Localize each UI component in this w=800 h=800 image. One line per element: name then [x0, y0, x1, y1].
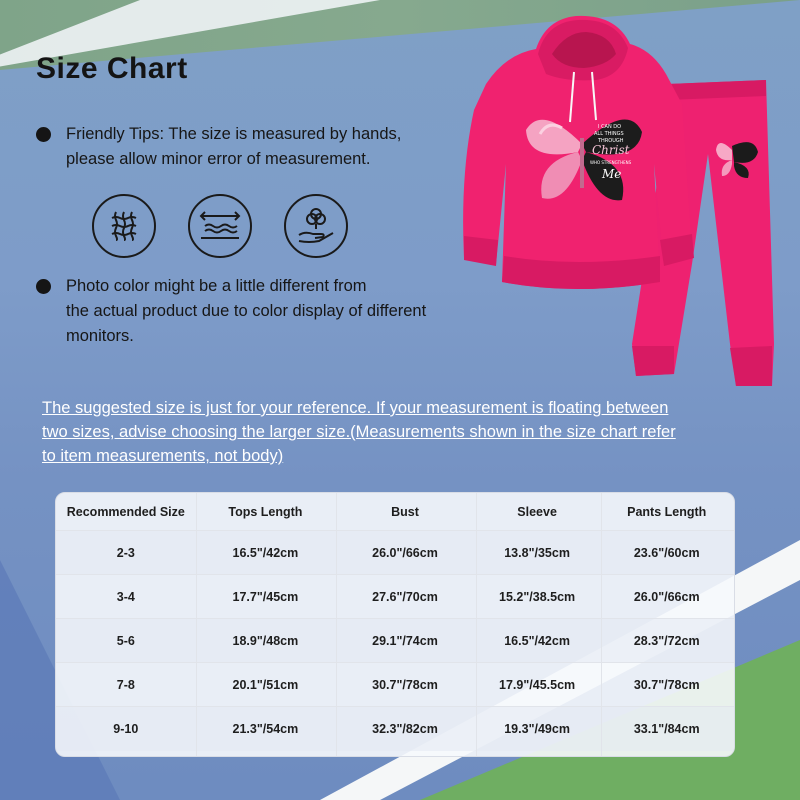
tops-length-cell: 20.1"/51cm: [232, 677, 299, 692]
header-sleeve: Sleeve: [517, 504, 557, 519]
tops-length-cell: 21.3"/54cm: [232, 722, 299, 736]
color-disclaimer-tip: [36, 274, 476, 349]
note-line: two sizes, advise choosing the larger size.(Measurements shown in the size chart refer: [42, 423, 676, 441]
sleeve-cell: 17.9"/45.5cm: [499, 677, 576, 692]
bust-cell: 26.0"/66cm: [372, 545, 438, 560]
size-chart-table: [55, 492, 735, 757]
care-icons: [92, 194, 352, 264]
column-divider: [476, 493, 477, 756]
tops-length-cell: 18.9"/48cm: [232, 633, 299, 648]
tip-line: please allow minor error of measurement.: [66, 150, 371, 168]
tip-line: Photo color might be a little different from: [66, 277, 367, 295]
table-row: [56, 575, 734, 619]
friendly-tip: [36, 122, 476, 172]
product-image: [446, 14, 796, 394]
bust-cell: 32.3"/82cm: [372, 722, 438, 736]
svg-text:WHO STRENGTHENS: WHO STRENGTHENS: [590, 160, 632, 165]
svg-text:Christ: Christ: [592, 143, 630, 157]
tops-length-cell: 16.5"/42cm: [232, 545, 299, 560]
table-row: [56, 663, 734, 707]
svg-text:I CAN DO: I CAN DO: [598, 124, 622, 130]
pants-length-cell: 26.0"/66cm: [633, 589, 700, 604]
table-header-row: [56, 493, 734, 531]
svg-text:ALL THINGS: ALL THINGS: [594, 131, 624, 137]
header-pants-length: Pants Length: [627, 504, 707, 519]
note-line: The suggested size is just for your reference. If your measurement is floating between: [42, 399, 669, 417]
pants-length-cell: 23.6"/60cm: [633, 545, 700, 560]
size-cell: 7-8: [116, 677, 135, 692]
tip-line: the actual product due to color display of different: [66, 302, 427, 320]
size-cell: 3-4: [116, 589, 135, 604]
page-title: Size Chart: [36, 52, 188, 85]
stretch-arrows-icon: [188, 194, 252, 258]
fabric-grid-icon: [92, 194, 156, 258]
table-row: [56, 619, 734, 663]
pants-length-cell: 28.3"/72cm: [633, 633, 700, 648]
bullet-dot: [36, 127, 51, 142]
bust-cell: 30.7"/78cm: [372, 677, 438, 692]
table-row: [56, 707, 734, 751]
tip-line: Friendly Tips: The size is measured by hands,: [66, 125, 402, 143]
header-bust: Bust: [391, 504, 419, 519]
svg-text:Me: Me: [602, 167, 622, 181]
sleeve-cell: 16.5"/42cm: [504, 633, 570, 648]
column-divider: [601, 493, 602, 756]
svg-text:THROUGH: THROUGH: [598, 138, 624, 144]
bullet-dot: [36, 279, 51, 294]
tops-length-cell: 17.7"/45cm: [232, 589, 299, 604]
sleeve-cell: 19.3"/49cm: [504, 722, 570, 736]
note-line: to item measurements, not body): [42, 447, 284, 465]
header-tops-length: Tops Length: [228, 504, 303, 519]
bust-cell: 29.1"/74cm: [372, 633, 438, 648]
tip-line: monitors.: [66, 327, 134, 345]
column-divider: [196, 493, 197, 756]
bust-cell: 27.6"/70cm: [372, 589, 438, 604]
column-divider: [336, 493, 337, 756]
size-cell: 9-10: [113, 722, 139, 736]
size-cell: 2-3: [116, 545, 135, 560]
pants-length-cell: 33.1"/84cm: [633, 722, 700, 736]
sleeve-cell: 15.2"/38.5cm: [499, 589, 576, 604]
table-row: [56, 531, 734, 575]
cotton-hand-icon: [284, 194, 348, 258]
pants-length-cell: 30.7"/78cm: [633, 677, 700, 692]
size-advice-note: [42, 396, 762, 468]
sleeve-cell: 13.8"/35cm: [504, 545, 570, 560]
header-recommended-size: Recommended Size: [66, 504, 185, 519]
size-cell: 5-6: [116, 633, 135, 648]
